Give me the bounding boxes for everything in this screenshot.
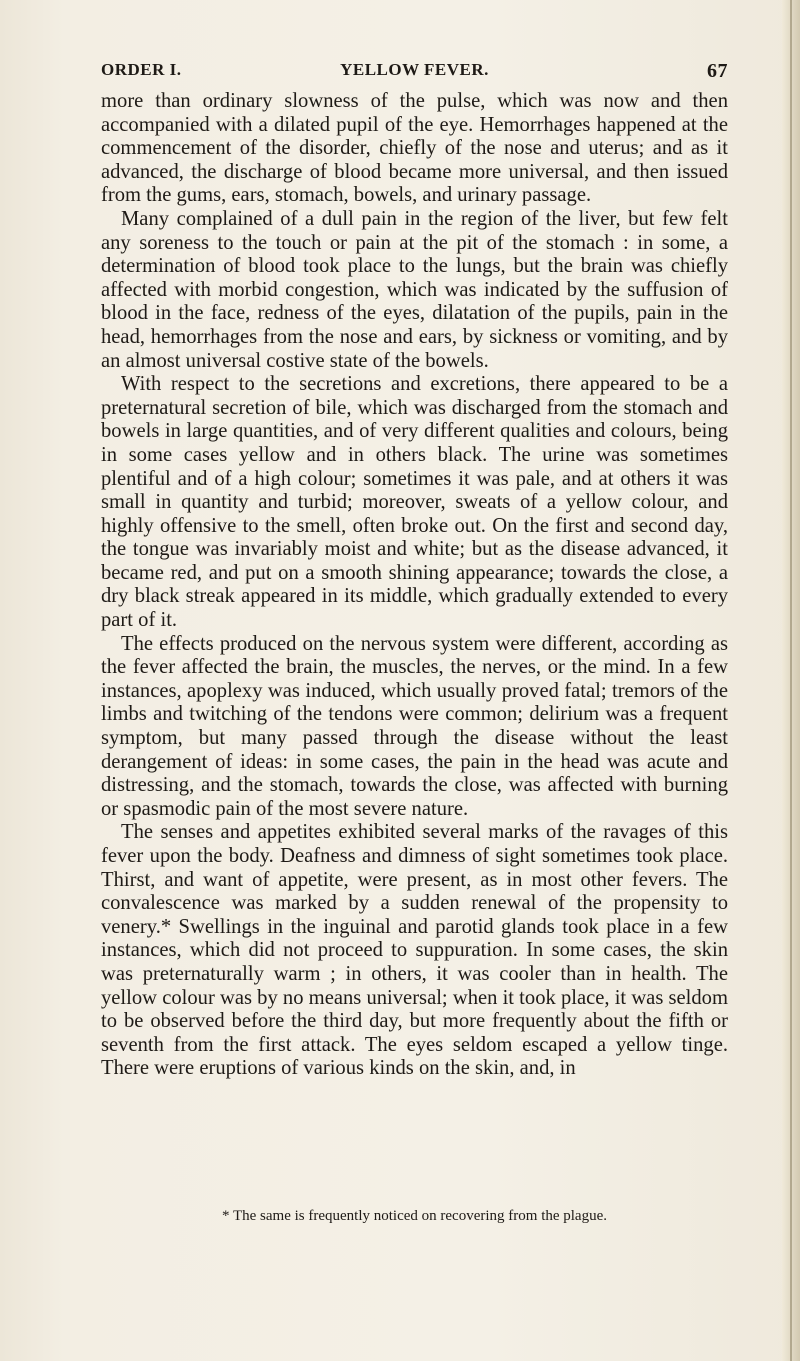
header-order: ORDER I. [101,60,182,79]
body-text [101,90,728,1081]
paragraph-4: The effects produced on the nervous system were different, according as the fever affected the brain, the muscles, the nerves, or the mind. In a few instances, apoplexy was induced, which usually proved fatal; tremors of the limbs and twitching of the tendons were common; delirium was a frequent symptom, but many passed through the disease without the least derangement of ideas: in some cases, the pain in the head was acute and distressing, and the stomach, towards the close, was affected with burning or spasmodic pain of the most severe nature. [101,632,728,820]
paragraph-2: Many complained of a dull pain in the region of the liver, but few felt any soreness to the touch or pain at the pit of the stomach : in some, a determination of blood took place to the lungs, but the brain was chiefly affected with morbid congestion, which was indicated by the suffusion of blood in the face, redness of the eyes, dilatation of the pupils, pain in the head, hemorrhages from the nose and ears, by sickness or vomiting, and by an almost universal costive state of the bowels. [101,207,728,372]
paragraph-3: With respect to the secretions and excretions, there appeared to be a preternatural secretion of bile, which was discharged from the stomach and bowels in large quantities, and of very different qualities and colours, being in some cases yellow and in others black. The urine was sometimes plentiful and of a high colour; sometimes it was pale, and at others it was small in quantity and turbid; moreover, sweats of a yellow colour, and highly offensive to the smell, often broke out. On the first and second day, the tongue was invariably moist and white; but as the disease advanced, it became red, and put on a smooth shining appearance; towards the close, a dry black streak appeared in its middle, which gradually extended to every part of it. [101,373,728,632]
footnote: * The same is frequently noticed on recovering from the plague. [221,1208,607,1224]
paragraph-1: more than ordinary slowness of the pulse, which was now and then accompanied with a dilated pupil of the eye. Hemorrhages happened at the commencement of the disorder, chiefly of the nose and uterus; and as it advanced, the discharge of blood became more universal, and then issued from the gums, ears, stomach, bowels, and urinary passage. [101,90,728,207]
running-header [101,60,728,84]
page-edge-line [790,0,792,1361]
page-number: 67 [707,60,728,82]
header-title: YELLOW FEVER. [340,60,489,79]
paragraph-5: The senses and appetites exhibited several marks of the ravages of this fever upon the body. Deafness and dimness of sight sometimes took place. Thirst, and want of appetite, were present, as in most other fevers. The convalescence was marked by a sudden renewal of the propensity to venery.* Swellings in the inguinal and parotid glands took place in a few instances, which did not proceed to suppuration. In some cases, the skin was preternaturally warm ; in others, it was cooler than in health. The yellow colour was by no means universal; when it took place, it was seldom to be observed before the third day, but more frequently about the fifth or seventh from the first attack. The eyes seldom escaped a yellow tinge. There were eruptions of various kinds on the skin, and, in [101,821,728,1080]
